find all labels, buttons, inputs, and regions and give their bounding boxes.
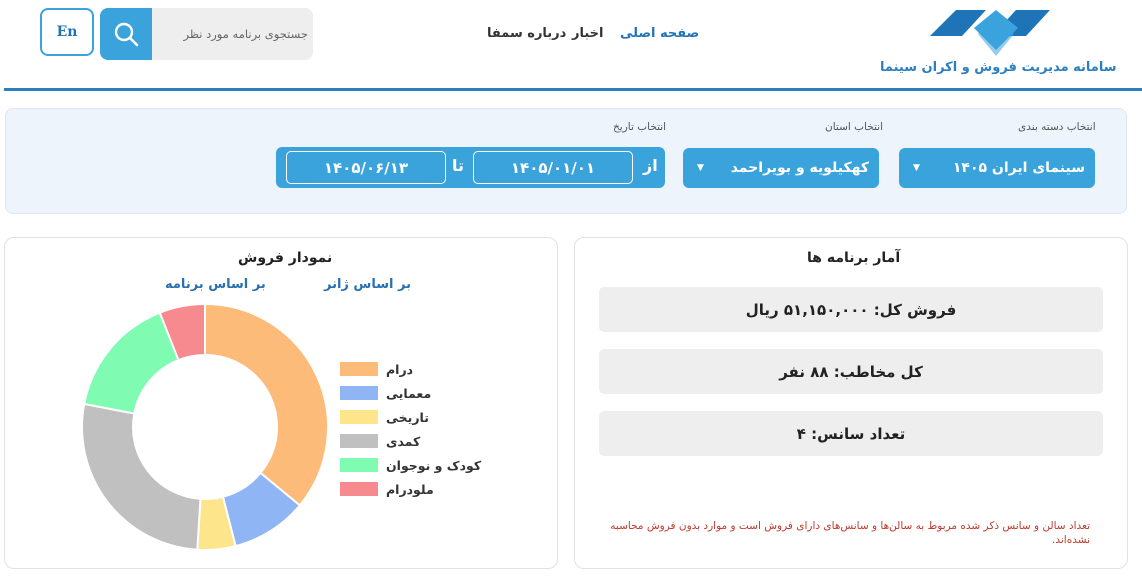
header-divider: [4, 88, 1142, 91]
legend-swatch: [340, 458, 378, 472]
date-range: [276, 147, 665, 188]
nav-about[interactable]: درباره سمفا: [487, 26, 567, 41]
logo-icon: [928, 4, 1053, 58]
caret-down-icon: ▼: [913, 163, 920, 173]
legend-swatch: [340, 386, 378, 400]
legend-swatch: [340, 362, 378, 376]
search-input[interactable]: [158, 8, 313, 60]
legend-label: درام: [386, 361, 414, 377]
total-sales: فروش کل: ۵۱,۱۵۰,۰۰۰ ریال: [599, 287, 1103, 332]
date-from-input[interactable]: [473, 151, 633, 184]
search-button[interactable]: [100, 8, 152, 60]
category-dropdown[interactable]: [899, 148, 1095, 188]
date-label: انتخاب تاریخ: [613, 121, 667, 133]
legend-label: تاریخی: [386, 409, 429, 425]
legend-item[interactable]: [340, 405, 500, 429]
nav-home[interactable]: صفحه اصلی: [620, 26, 700, 41]
legend-label: ملودرام: [386, 481, 434, 497]
stats-note: تعداد سالن و سانس ذکر شده مربوط به سالن‌ها و سانس‌های دارای فروش است و موارد بدون فروش محاسبه نشده‌اند.: [610, 520, 1090, 546]
category-label: انتخاب دسته بندی: [1018, 121, 1096, 133]
legend-item[interactable]: [340, 453, 500, 477]
caret-down-icon: ▼: [697, 163, 704, 173]
legend-swatch: [340, 410, 378, 424]
donut-slice[interactable]: [205, 304, 328, 505]
chart-legend: [340, 357, 500, 501]
legend-item[interactable]: [340, 477, 500, 501]
language-button[interactable]: En: [40, 8, 94, 56]
brand-title: سامانه مدیریت فروش و اکران سینما: [880, 60, 1117, 75]
shows-count: تعداد سانس: ۴: [599, 411, 1103, 456]
donut-slice[interactable]: [82, 404, 200, 550]
legend-label: معمایی: [386, 385, 432, 401]
stats-title: آمار برنامه ها: [807, 250, 901, 266]
province-label: انتخاب استان: [825, 121, 884, 133]
province-dropdown[interactable]: [683, 148, 879, 188]
legend-item[interactable]: [340, 429, 500, 453]
legend-swatch: [340, 434, 378, 448]
date-to-word: تا: [452, 156, 465, 175]
nav-news[interactable]: اخبار: [572, 26, 604, 41]
legend-item[interactable]: [340, 357, 500, 381]
legend-swatch: [340, 482, 378, 496]
date-to-input[interactable]: [286, 151, 446, 184]
tab-by-genre[interactable]: بر اساس ژانر: [324, 277, 411, 292]
legend-item[interactable]: [340, 381, 500, 405]
tab-by-program[interactable]: بر اساس برنامه: [165, 277, 266, 292]
donut-chart: [80, 302, 330, 552]
donut-slice[interactable]: [84, 313, 178, 414]
category-value: سینمای ایران ۱۴۰۵: [952, 160, 1085, 176]
date-from-word: از: [643, 156, 658, 175]
legend-label: کودک و نوجوان: [386, 457, 482, 473]
total-audience: کل مخاطب: ۸۸ نفر: [599, 349, 1103, 394]
province-value: کهکیلویه و بویراحمد: [730, 160, 869, 176]
chart-title: نمودار فروش: [238, 250, 333, 266]
legend-label: کمدی: [386, 433, 421, 449]
search-icon: [113, 21, 139, 47]
search-box: [100, 8, 313, 60]
